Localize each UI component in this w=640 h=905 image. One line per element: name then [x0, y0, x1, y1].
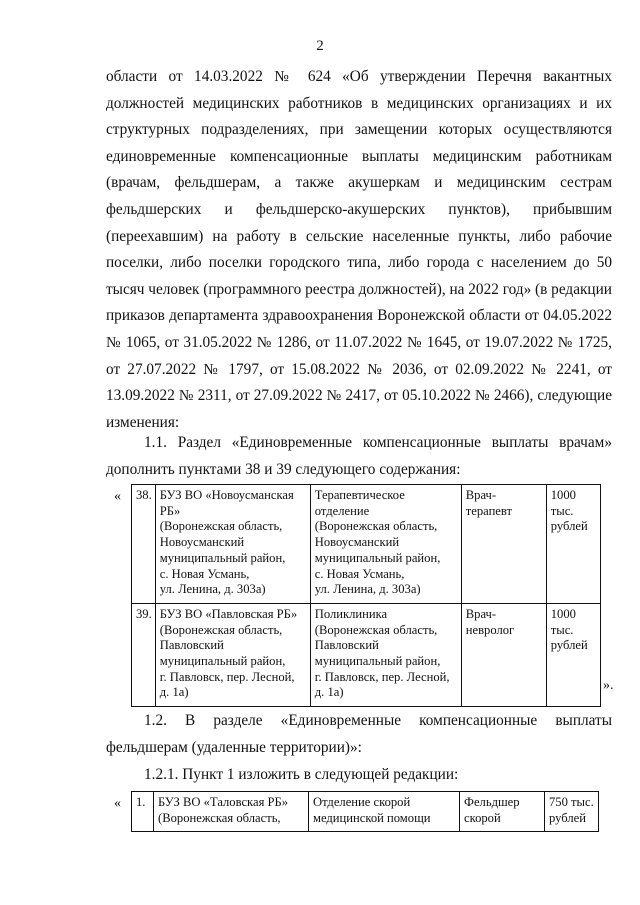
position-cell: Врач- терапевт: [461, 485, 546, 604]
department-cell: Терапевтическое отделение (Воронежская область, Новоусманский муниципальный район, с. Новая Усмань, ул. Ленина, д. 303а): [310, 485, 461, 604]
department-cell: Поликлиника (Воронежская область, Павловский муниципальный район, г. Павловск, пер. Лесной, д. 1а): [310, 603, 461, 706]
section-1-2: [106, 708, 612, 761]
position-cell: Врач- невролог: [461, 603, 546, 706]
text-line: (переехавшим) на работу в сельские населенные пункты, либо рабочие: [106, 227, 612, 245]
row-number-cell: 1.: [132, 792, 154, 832]
table-row: [132, 485, 601, 604]
text-line: 13.09.2022 № 2311, от 27.09.2022 № 2417, от 05.10.2022 № 2466), следующие: [106, 387, 612, 405]
department-cell: Отделение скорой медицинской помощи: [309, 792, 460, 832]
text-line: структурных подразделениях, при замещении которых осуществляются: [106, 121, 612, 139]
organization-cell: БУЗ ВО «Таловская РБ» (Воронежская область,: [154, 792, 309, 832]
organization-cell: БУЗ ВО «Новоусманская РБ» (Воронежская область, Новоусманский муниципальный район, с. Новая Усмань, ул. Ленина, д. 303а): [155, 485, 310, 604]
text-line: 1.2.1. Пункт 1 изложить в следующей редакции:: [144, 766, 459, 783]
text-line: поселки, либо поселки городского типа, либо города с населением до 50: [106, 254, 612, 272]
text-line: дополнить пунктами 38 и 39 следующего содержания:: [106, 460, 461, 478]
position-cell: Фельдшер скорой: [460, 792, 545, 832]
text-line: тысяч человек (программного реестра должностей), на 2022 год» (в редакции: [106, 280, 612, 298]
table-row: [132, 792, 599, 832]
section-1-2-1: [106, 762, 612, 789]
text-line: фельдшерам (удаленные территории)»:: [106, 738, 362, 756]
page-number: 2: [316, 38, 324, 54]
amount-cell: 750 тыс. рублей: [545, 792, 599, 832]
amount-cell: 1000 тыс. рублей: [546, 485, 600, 604]
text-line: № 1065, от 31.05.2022 № 1286, от 11.07.2022 № 1645, от 19.07.2022 № 1725,: [106, 333, 612, 351]
closing-quote: ».: [603, 678, 614, 693]
table-row: [132, 603, 601, 706]
opening-quote: «: [114, 796, 121, 811]
section-1-1: [106, 430, 612, 483]
vacancy-table-1: [131, 484, 601, 707]
amount-cell: 1000 тыс. рублей: [546, 603, 600, 706]
text-line: единовременные компенсационные выплаты медицинским работникам: [106, 147, 612, 165]
text-line: от 27.07.2022 № 1797, от 15.08.2022 № 2036, от 02.09.2022 № 2241, от: [106, 360, 612, 378]
text-line: (врачам, фельдшерам, а также акушеркам и медицинским сестрам: [106, 174, 612, 192]
row-number-cell: 39.: [132, 603, 156, 706]
intro-paragraph: [106, 64, 612, 436]
text-line: области от 14.03.2022 № 624 «Об утверждении Перечня вакантных: [106, 68, 612, 85]
text-line: 1.1. Раздел «Единовременные компенсационные выплаты врачам»: [144, 434, 612, 451]
text-line: 1.2. В разделе «Единовременные компенсационные выплаты: [144, 712, 612, 729]
organization-cell: БУЗ ВО «Павловская РБ» (Воронежская область, Павловский муниципальный район, г. Павловск, пер. Лесной, д. 1а): [155, 603, 310, 706]
text-line: приказов департамента здравоохранения Воронежской области от 04.05.2022: [106, 307, 612, 325]
text-line: фельдшерских и фельдшерско-акушерских пунктов), прибывшим: [106, 200, 612, 218]
opening-quote: «: [114, 489, 121, 504]
text-line: изменения:: [106, 413, 180, 431]
vacancy-table-2: [131, 791, 599, 832]
text-line: должностей медицинских работников в медицинских организациях и их: [106, 94, 612, 112]
row-number-cell: 38.: [132, 485, 156, 604]
